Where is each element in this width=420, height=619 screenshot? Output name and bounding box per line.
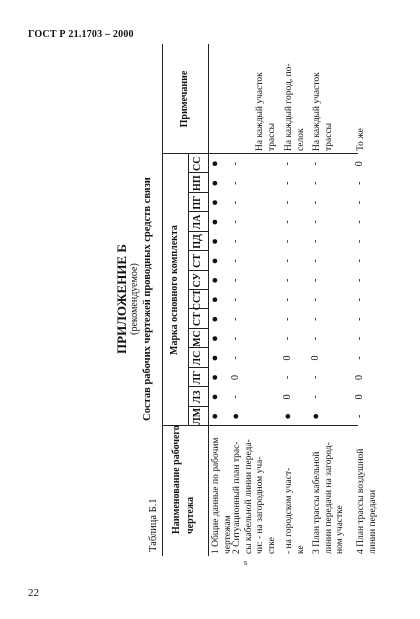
row-mark: -: [310, 259, 321, 263]
row-mark: -: [230, 298, 241, 302]
kit-code: ПД: [192, 234, 203, 249]
code-column-rule: [188, 386, 208, 387]
code-column-rule: [188, 250, 208, 251]
row-mark: ●: [209, 218, 221, 226]
row-mark: -: [230, 317, 241, 321]
row-name: линии передачи на загород-: [323, 442, 334, 554]
note-column-header: Примечание: [179, 70, 190, 128]
kit-code: СТ: [192, 312, 203, 327]
row-mark: -: [230, 162, 241, 166]
row-note: На каждый город, по-: [284, 63, 294, 151]
row-mark: 0: [354, 374, 365, 380]
row-mark: -: [230, 336, 241, 341]
row-mark: ●: [209, 160, 221, 168]
row-note: То же: [356, 128, 366, 151]
row-mark: -: [282, 200, 293, 205]
row-mark: ●: [209, 276, 221, 284]
row-mark: -: [310, 162, 321, 166]
row-mark: ●: [209, 238, 221, 245]
row-mark: 0: [282, 355, 293, 361]
row-mark: -: [354, 317, 365, 321]
kit-code: ЛА: [192, 214, 203, 230]
kit-code: СС: [192, 156, 203, 171]
row-mark: -: [282, 317, 293, 321]
kit-code: ЛС: [192, 350, 203, 366]
row-mark: -: [230, 356, 241, 360]
row-mark: -: [230, 239, 241, 244]
row-mark: ●: [209, 296, 221, 304]
row-mark: -: [282, 181, 293, 185]
row-mark: ●: [209, 315, 221, 323]
code-column-rule: [188, 270, 208, 271]
row-name: ном участке: [335, 505, 345, 554]
row-name: ке: [295, 545, 306, 554]
row-mark: -: [310, 278, 321, 282]
note-column-rule: [162, 153, 358, 154]
code-column-rule: [188, 367, 208, 368]
row-mark: -: [230, 220, 241, 224]
row-mark: -: [310, 200, 321, 205]
code-column-rule: [188, 172, 208, 173]
code-column-rule: [188, 211, 208, 212]
row-mark: ●: [209, 412, 221, 420]
row-mark: ●: [282, 412, 294, 420]
code-column-rule: [188, 192, 208, 193]
row-mark: -: [310, 239, 321, 244]
table-caption: Таблица Б.1: [148, 498, 159, 552]
row-mark: 0: [230, 374, 241, 380]
row-mark: -: [282, 336, 293, 341]
kit-code: ЛЗ: [192, 390, 203, 404]
row-mark: -: [354, 336, 365, 341]
name-column-rule: [162, 425, 358, 426]
kit-code: ЛМ: [192, 407, 203, 425]
row-mark: -: [230, 395, 241, 399]
table-top-rule: [162, 44, 163, 556]
row-mark: -: [282, 278, 293, 282]
name-column-header: Наименование рабочего: [171, 425, 182, 534]
page-number: 22: [28, 587, 39, 599]
row-mark: -: [230, 259, 241, 263]
row-mark: -: [354, 259, 365, 263]
row-mark: 0: [354, 394, 365, 400]
row-mark: -: [354, 200, 365, 205]
code-column-rule: [188, 328, 208, 329]
row-mark: -: [282, 239, 293, 244]
row-mark: -: [354, 356, 365, 360]
row-note: селок: [295, 128, 306, 151]
row-mark: -: [310, 336, 321, 341]
document-header: ГОСТ Р 21.1703 – 2000: [28, 29, 134, 40]
kit-header: Марка основного комплекта: [169, 225, 180, 355]
appendix-subject: Состав рабочих чертежей проводных средств связи: [142, 177, 153, 421]
kit-code: ЛГ: [192, 370, 203, 385]
row-mark: -: [354, 414, 365, 418]
row-mark: -: [282, 298, 293, 302]
row-mark: ●: [209, 199, 221, 206]
kit-code: СТ: [192, 253, 203, 268]
row-mark: 0: [354, 161, 365, 167]
row-mark: -: [310, 298, 321, 302]
row-name: чертежам: [222, 515, 233, 554]
row-mark: -: [282, 162, 293, 166]
row-name: 2 Ситуационный план трас-: [232, 441, 242, 554]
row-mark: -: [230, 278, 241, 282]
row-name: - на городском участ-: [284, 467, 294, 554]
code-column-rule: [188, 347, 208, 348]
appendix-note: (рекомендуемое): [129, 263, 140, 335]
row-mark: -: [354, 181, 365, 185]
appendix-title: ПРИЛОЖЕНИЕ Б: [114, 244, 129, 354]
row-mark: -: [354, 220, 365, 224]
row-mark: -: [282, 259, 293, 263]
kit-code: СУ: [192, 273, 203, 288]
row-name: сы кабельной линии переда-: [243, 439, 254, 554]
row-name: чи: - на загородном уча-: [255, 456, 265, 554]
code-column-rule: [188, 231, 208, 232]
row-mark: ●: [209, 335, 221, 342]
row-mark: -: [230, 200, 241, 205]
row-note: На каждый участок: [255, 72, 265, 151]
row-note: трассы: [323, 122, 334, 151]
kit-code: ПГ: [192, 195, 203, 210]
kit-code: НП: [192, 175, 203, 191]
row-mark: -: [354, 278, 365, 282]
row-mark: ●: [209, 179, 221, 187]
kit-code: МС: [192, 330, 203, 347]
row-mark: ●: [209, 354, 221, 362]
row-mark: ●: [209, 257, 221, 265]
row-mark: -: [310, 395, 321, 399]
name-column-header: чертежа: [185, 496, 196, 534]
row-mark: -: [354, 298, 365, 302]
row-mark: ●: [230, 412, 242, 420]
row-mark: ●: [209, 393, 221, 401]
stray-mark: s: [244, 558, 248, 567]
row-note: На каждый участок: [312, 72, 322, 151]
row-mark: ●: [209, 374, 221, 381]
row-mark: -: [282, 220, 293, 224]
row-name: 1 Общие данные по рабочим: [211, 437, 221, 554]
row-name: 4 План трассы воздушной: [356, 448, 366, 554]
row-mark: -: [310, 220, 321, 224]
rotated-page-content: [38, 44, 378, 564]
row-name: стке: [266, 537, 277, 554]
row-note: трассы: [266, 122, 277, 151]
row-mark: -: [282, 375, 293, 380]
row-name: линии передачи: [367, 489, 378, 554]
row-mark: 0: [282, 394, 293, 400]
row-mark: 0: [310, 355, 321, 361]
row-mark: -: [230, 181, 241, 185]
row-name: 3 План трассы кабельной: [312, 451, 322, 554]
row-mark: -: [310, 317, 321, 321]
row-mark: -: [310, 375, 321, 380]
row-mark: -: [310, 181, 321, 185]
code-column-rule: [188, 406, 208, 407]
row-mark: -: [354, 239, 365, 244]
kit-code: ССТ: [192, 289, 203, 311]
row-mark: ●: [310, 412, 322, 420]
